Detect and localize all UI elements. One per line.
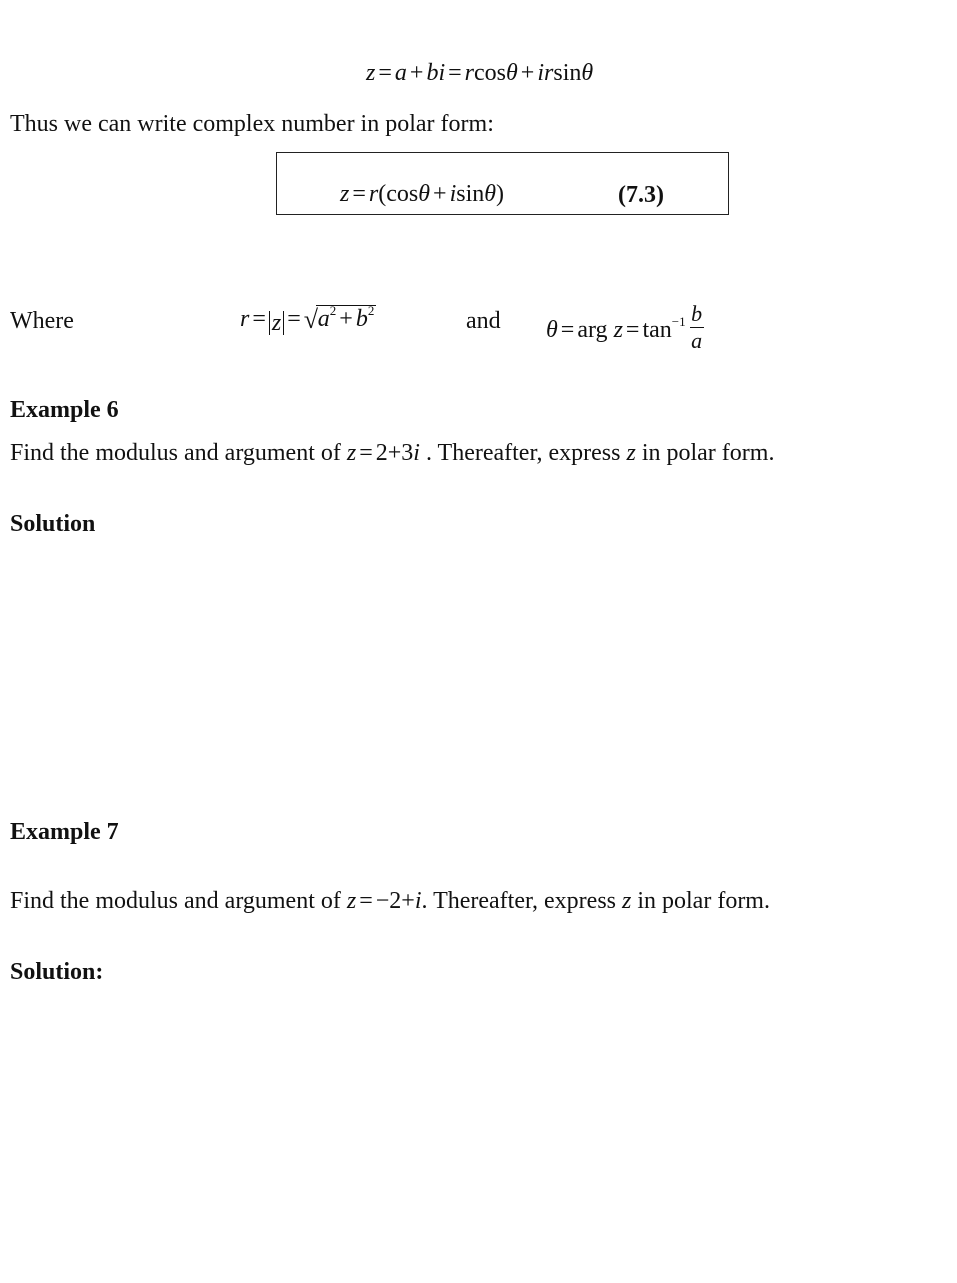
fraction-b-over-a: $\frac{b}{a}$	[691, 301, 703, 353]
equation-polar-derivation: z = a + bi = rcosθ + irsinθ	[366, 60, 594, 86]
example-7-question: Find the modulus and argument of z = −2+i. Thereafter, express z in polar form.	[10, 888, 770, 914]
intro-paragraph: Thus we can write complex number in polar form:	[10, 111, 494, 137]
and-label: and	[466, 308, 501, 334]
example-6-heading: Example 6	[10, 397, 119, 423]
example-6-question: Find the modulus and argument of z = 2+3i . Thereafter, express z in polar form.	[10, 440, 775, 466]
modulus-formula: r = z = √ $a^2 + b^2$	[240, 303, 375, 336]
polar-form-formula: z = r(cosθ + isinθ)	[340, 181, 505, 207]
argument-formula: θ = arg $z = \tan^{-1}$ $\frac{b}{a}$	[546, 301, 703, 353]
absolute-value: z	[269, 311, 284, 335]
where-label: Where	[10, 308, 74, 334]
example-7-heading: Example 7	[10, 819, 119, 845]
equation-number: (7.3)	[618, 182, 664, 208]
var-z: z	[366, 60, 376, 86]
square-root: √ $a^2 + b^2$	[303, 303, 375, 334]
solution-6-heading: Solution	[10, 511, 96, 537]
solution-7-heading: Solution:	[10, 959, 104, 985]
